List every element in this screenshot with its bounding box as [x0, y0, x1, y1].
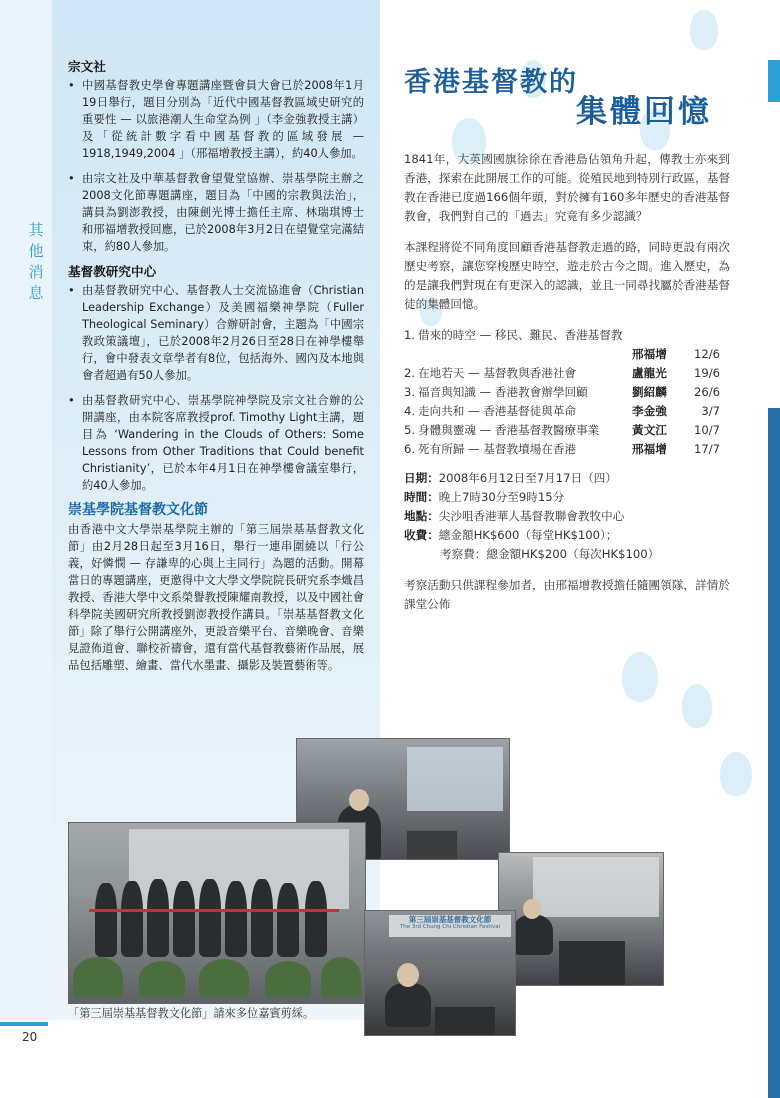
person-figure	[225, 881, 247, 957]
photo-caption: 「第三屆崇基基督教文化節」請來多位嘉賓剪綵。	[68, 1007, 315, 1020]
item-topic: 死有所歸 — 基督教墳場在香港	[418, 442, 577, 456]
section-heading: 基督教研究中心	[68, 264, 157, 279]
title-line-1: 香港基督教的	[404, 67, 578, 98]
festival-paragraph: 由香港中文大學崇基學院主辦的「第三屆崇基基督教文化節」由2月28日起至3月16日，舉行一連串圍繞以「行公義，好憐憫 — 存謙卑的心與上主同行」為題的活動。開幕當日的專題講座，更邀得中文大學文學院院長研究系李熾昌教授、香港大學中文系榮譽教授陳耀南教授，以及中國社會科學院美國研究所教授劉澎教授作講員。「崇基基督教文化節」除了舉行公開講座外，更設音樂平台、音樂晚會、音樂見證佈道會、聯校祈禱會，還有當代基督教藝術作品展，展品包括雕塑、繪畫、當代水墨畫、攝影及裝置藝術等。	[68, 523, 364, 672]
person-figure	[277, 883, 299, 957]
festival-banner	[389, 915, 511, 937]
footer-rule	[0, 1022, 48, 1026]
item-date: 10/7	[693, 423, 720, 437]
person-figure	[95, 883, 117, 957]
list-item: • 由宗文社及中華基督教會望覺堂協辦、崇基學院主辦之2008文化節專題講座，題目為「中國的宗教與法治」，講員為劉澎教授，由陳劍光博士擔任主席、林瑞琪博士和邢福增教授回應，已於2008年3月2日在望覺堂完滿結束，約80人參加。	[68, 170, 364, 255]
item-date: 19/6	[693, 366, 720, 380]
item-number: 4.	[404, 404, 416, 418]
person-head	[349, 789, 369, 811]
item-topic: 借來的時空 — 移民、難民、香港基督教	[418, 328, 623, 342]
stage-banner	[407, 747, 503, 811]
section-heading: 宗文社	[68, 59, 106, 74]
flower-plant	[199, 959, 249, 997]
schedule-row	[404, 421, 730, 440]
footprint-decoration	[682, 684, 712, 728]
intro-paragraph: 1841年，大英國國旗徐徐在香港島佔領角升起，傳教士亦來到香港，探索在此開展工作的可能。從殖民地到特別行政區，基督教在香港已度過166個年頭，對於擁有160多年歷史的香港基督教會，我們對自己的「過去」究竟有多少認識？	[404, 152, 730, 223]
banner-subtitle: The 3rd Chung Chi Christian Festival	[399, 924, 501, 930]
info-label: 時間：	[404, 490, 439, 504]
info-venue	[404, 507, 730, 526]
photo-festival-speaker	[364, 910, 516, 1036]
info-label: 地點：	[404, 509, 439, 523]
info-fee-extra: 考察費：總金額HK$200（每次HK$100）	[440, 547, 660, 561]
item-date: 3/7	[701, 404, 720, 418]
item-number: 6.	[404, 442, 416, 456]
item-speaker: 邢福增	[632, 442, 667, 456]
footprint-decoration	[622, 652, 658, 702]
info-value: 尖沙咀香港華人基督教聯會教牧中心	[438, 509, 625, 523]
person-figure	[251, 879, 273, 957]
bullet-list	[68, 77, 364, 255]
left-margin-stripe	[0, 0, 52, 1020]
photo-interpreter	[498, 852, 664, 986]
list-item: • 由基督教研究中心、崇基學院神學院及宗文社合辦的公開講座，由本院客席教授prof. Timothy Light主講，題目為 ‘Wandering in the Clouds of Others: Some Lessons from Other Traditions that Could benefit Christianity’，已於本年4月1日在神學樓會議室舉行，約40人參加。	[68, 392, 364, 494]
item-number: 5.	[404, 423, 416, 437]
person-head	[397, 963, 419, 987]
schedule-row	[404, 364, 730, 383]
flower-plant	[321, 957, 361, 997]
item-topic: 在地若天 — 基督教與香港社會	[418, 366, 577, 380]
info-value: 晚上7時30分至9時15分	[438, 490, 565, 504]
list-item: • 中國基督教史學會專題講座暨會員大會已於2008年1月19日舉行，題目分別為「近代中國基督教區域史研究的重要性 — 以旅港潮人生命堂為例 」（李金強教授主講）及「從統計數字看中國基督教的區域發展 — 1918,1949,2004 」（邢福增教授主講），約40人參加。	[68, 77, 364, 162]
flower-plant	[73, 957, 123, 997]
intro-paragraph: 本課程將從不同角度回顧香港基督教走過的路，同時更設有兩次歷史考察，讓您穿梭歷史時空，遊走於古今之間。進入歷史，為的是讓我們對現在有更深入的認識，並且一同尋找屬於香港基督徒的集體回憶。	[404, 240, 730, 311]
title-line-2: 集體回憶	[576, 94, 712, 130]
item-topic: 走向共和 — 香港基督徒與革命	[418, 404, 577, 418]
footprint-decoration	[690, 10, 718, 50]
list-item: • 由基督教研究中心、基督教人士交流協進會（Christian Leadership Exchange）及美國福樂神學院（Fuller Theological Seminary）合辦研討會，主題為「中國宗教政策議壇」，已於2008年2月26日至28日在神學樓舉行，會中發表文章學者有8位，包括海外、國內及本地與會者超過有50人參加。	[68, 282, 364, 384]
person-figure	[121, 881, 143, 957]
schedule-row	[404, 345, 730, 364]
item-number: 2.	[404, 366, 416, 380]
footprint-decoration	[720, 752, 752, 796]
accent-bar-top	[768, 60, 780, 102]
person-figure	[173, 881, 195, 957]
info-label: 日期：	[404, 471, 439, 485]
bullet-list	[68, 282, 364, 494]
item-speaker: 邢福增	[632, 347, 667, 361]
item-speaker: 劉紹麟	[632, 385, 667, 399]
info-value: 總金額HK$600（每堂HK$100）；	[438, 528, 618, 542]
info-value: 2008年6月12日至7月17日（四）	[438, 471, 617, 485]
person-figure	[513, 915, 553, 955]
item-date: 12/6	[693, 347, 720, 361]
info-date	[404, 469, 730, 488]
stage-banner	[533, 857, 659, 917]
article-body	[404, 150, 730, 626]
item-speaker: 李金強	[632, 404, 667, 418]
item-number: 1.	[404, 328, 416, 342]
left-column	[68, 58, 364, 674]
note-paragraph: 考察活動只供課程參加者，由邢福增教授擔任隨團領隊，詳情於課堂公佈	[404, 578, 730, 611]
lectern	[559, 941, 625, 985]
festival-heading: 崇基學院基督教文化節	[68, 502, 208, 518]
item-date: 17/7	[693, 442, 720, 456]
person-head	[523, 899, 541, 919]
course-info	[404, 469, 730, 564]
info-fee	[404, 526, 730, 545]
item-date: 26/6	[693, 385, 720, 399]
item-speaker: 盧龍光	[632, 366, 667, 380]
person-figure	[199, 879, 221, 957]
banner-title: 第三屆崇基基督教文化節	[408, 915, 492, 924]
photo-ribbon-cutting	[68, 822, 366, 1004]
article-title	[404, 60, 734, 130]
course-schedule	[404, 326, 730, 459]
item-speaker: 黃文江	[632, 423, 667, 437]
person-figure	[305, 881, 327, 957]
info-label: 收費：	[404, 528, 439, 542]
lectern	[407, 831, 457, 860]
item-topic: 身體與靈魂 — 香港基督教醫療事業	[418, 423, 600, 437]
flower-plant	[265, 961, 311, 997]
page-number: 20	[22, 1030, 38, 1044]
item-topic: 福音與知識 — 香港教會辦學回顧	[418, 385, 588, 399]
schedule-row	[404, 402, 730, 421]
lectern	[435, 1007, 495, 1035]
section-side-label: 其他消息	[28, 221, 44, 302]
accent-bar-bottom	[768, 408, 780, 1098]
ribbon	[89, 909, 339, 912]
person-figure	[147, 879, 169, 957]
info-time	[404, 488, 730, 507]
schedule-row	[404, 383, 730, 402]
flower-plant	[139, 961, 185, 997]
schedule-row	[404, 326, 730, 345]
person-figure	[385, 983, 431, 1027]
item-number: 3.	[404, 385, 416, 399]
schedule-row	[404, 440, 730, 459]
